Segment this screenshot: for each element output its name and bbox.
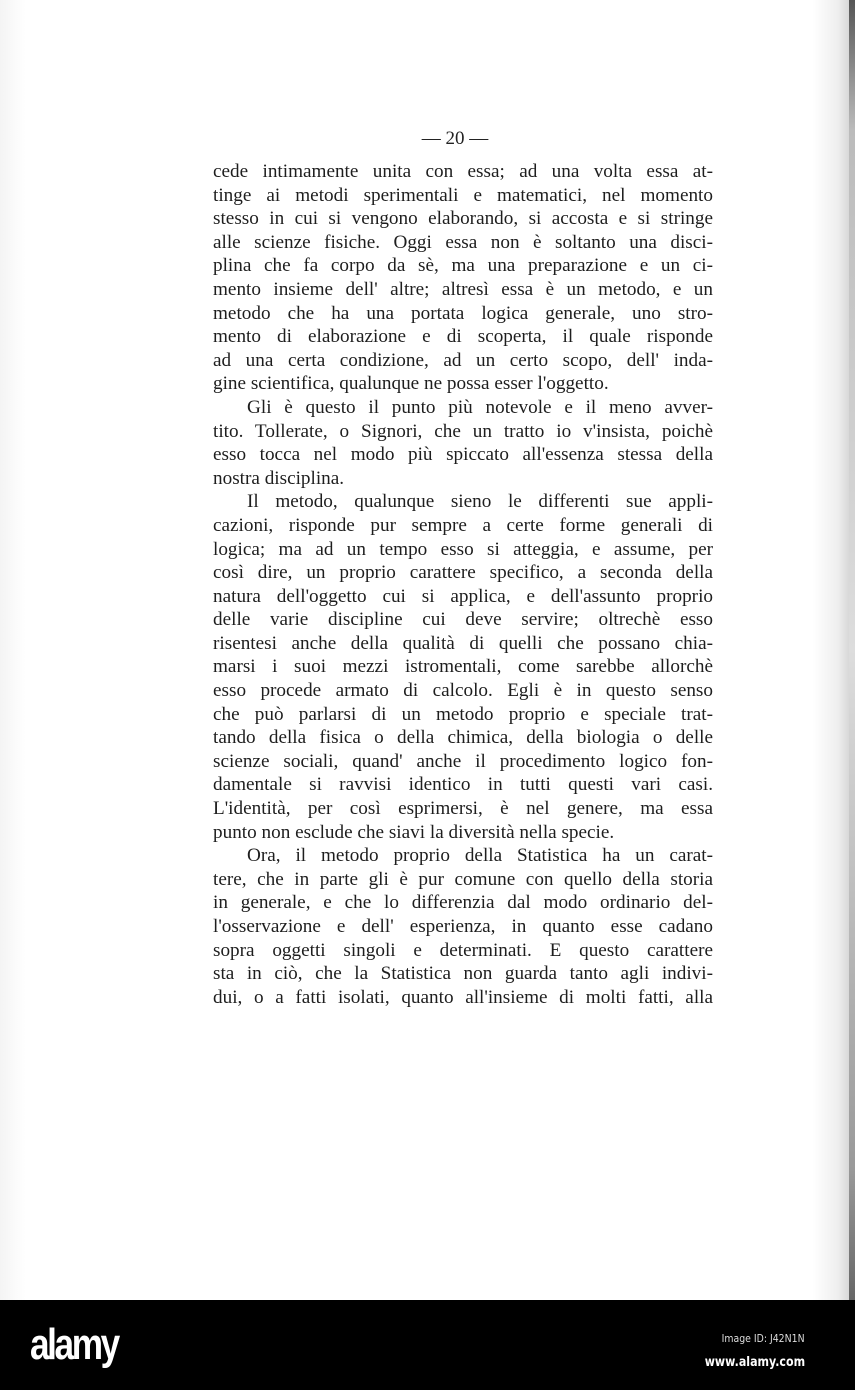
watermark-bar xyxy=(0,1300,855,1390)
text-line: tere, che in parte gli è pur comune con quello della storia xyxy=(213,868,713,890)
text-line: tinge ai metodi sperimentali e matematici, nel momento xyxy=(213,184,713,206)
text-line: L'identità, per così esprimersi, è nel genere, ma essa xyxy=(213,798,713,820)
text-line: che può parlarsi di un metodo proprio e speciale trat- xyxy=(213,703,713,725)
text-line: Il metodo, qualunque sieno le differenti sue appli- xyxy=(247,491,713,513)
text-line: ad una certa condizione, ad un certo scopo, dell' inda- xyxy=(213,349,713,371)
text-line: esso tocca nel modo più spiccato all'essenza stessa della xyxy=(213,444,713,466)
text-line: stesso in cui si vengono elaborando, si accosta e si stringe xyxy=(213,208,713,230)
alamy-logo: alamy xyxy=(30,1320,118,1369)
text-line: dui, o a fatti isolati, quanto all'insieme di molti fatti, alla xyxy=(213,986,713,1008)
text-line: esso procede armato di calcolo. Egli è in questo senso xyxy=(213,680,713,702)
text-line: nostra disciplina. xyxy=(213,467,345,489)
text-line: logica; ma ad un tempo esso si atteggia, e assume, per xyxy=(213,538,713,560)
text-line: in generale, e che lo differenzia dal modo ordinario del- xyxy=(213,892,713,914)
text-line: cazioni, risponde pur sempre a certe forme generali di xyxy=(213,514,713,536)
text-line: marsi i suoi mezzi istromentali, come sarebbe allorchè xyxy=(213,656,713,678)
text-line: plina che fa corpo da sè, ma una preparazione e un ci- xyxy=(213,255,713,277)
text-line: alle scienze fisiche. Oggi essa non è soltanto una disci- xyxy=(213,231,713,253)
page-edge-shadow xyxy=(849,0,855,1300)
body-text xyxy=(213,160,713,1009)
text-line: tando della fisica o della chimica, della biologia o delle xyxy=(213,727,713,749)
page-number: — 20 — xyxy=(421,128,489,149)
watermark-url: www.alamy.com xyxy=(704,1355,805,1370)
text-line: gine scientifica, qualunque ne possa esser l'oggetto. xyxy=(213,373,609,395)
text-line: così dire, un proprio carattere specifico, a seconda della xyxy=(213,562,713,584)
text-line: risentesi anche della qualità di quelli che possano chia- xyxy=(213,632,713,654)
text-line: Gli è questo il punto più notevole e il meno avver- xyxy=(247,396,713,418)
text-line: sopra oggetti singoli e determinati. E questo carattere xyxy=(213,939,713,961)
text-line: scienze sociali, quand' anche il procedimento logico fon- xyxy=(213,750,713,772)
text-line: metodo che ha una portata logica generale, uno stro- xyxy=(213,302,713,324)
text-line: damentale si ravvisi identico in tutti questi vari casi. xyxy=(213,774,713,796)
text-line: mento insieme dell' altre; altresì essa è un metodo, e un xyxy=(213,278,713,300)
text-line: mento di elaborazione e di scoperta, il quale risponde xyxy=(213,326,713,348)
text-line: tito. Tollerate, o Signori, che un tratto io v'insista, poichè xyxy=(213,420,713,442)
text-line: punto non esclude che siavi la diversità nella specie. xyxy=(213,821,615,843)
text-line: sta in ciò, che la Statistica non guarda tanto agli indivi- xyxy=(213,963,713,985)
text-line: cede intimamente unita con essa; ad una volta essa at- xyxy=(213,161,713,182)
text-line: delle varie discipline cui deve servire; oltrechè esso xyxy=(213,609,713,631)
image-id: Image ID: J42N1N xyxy=(722,1332,805,1345)
text-line: Ora, il metodo proprio della Statistica ha un carat- xyxy=(247,845,713,867)
text-line: l'osservazione e dell' esperienza, in quanto esse cadano xyxy=(213,916,713,937)
text-line: natura dell'oggetto cui si applica, e dell'assunto proprio xyxy=(213,585,713,607)
